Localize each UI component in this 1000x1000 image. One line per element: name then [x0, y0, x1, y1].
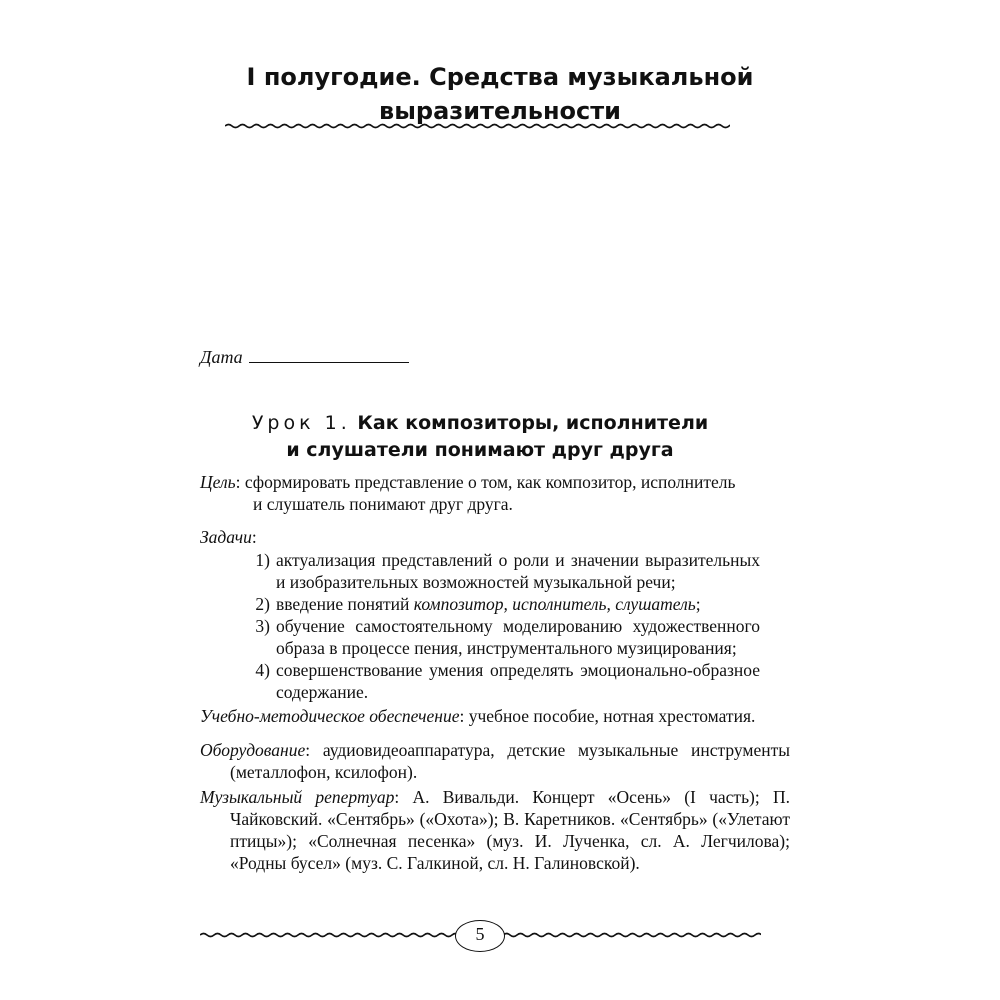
task-number: 3) — [255, 616, 270, 636]
top-wave-divider — [225, 118, 730, 134]
task-item — [200, 659, 760, 703]
repertoire-label: Музыкальный репертуар — [200, 787, 395, 807]
support-section — [200, 705, 760, 727]
bottom-wave-divider-left — [200, 927, 458, 943]
task-item — [200, 593, 760, 615]
tasks-heading: Задачи: — [200, 527, 257, 547]
task-item — [200, 549, 760, 593]
tasks-list — [200, 549, 760, 703]
task-terms: композитор, исполнитель, слушатель — [413, 594, 696, 614]
task-text: актуализация представлений о роли и значении выразительных и изобразительных возможностей музыкальной речи; — [276, 550, 760, 592]
date-label: Дата — [200, 347, 243, 367]
page-number-badge — [455, 920, 505, 952]
task-number: 4) — [255, 660, 270, 680]
task-text: обучение самостоятельному моделированию художественного образа в процессе пения, инструментального музицирования; — [276, 616, 760, 658]
task-item — [200, 615, 760, 659]
date-field — [200, 347, 409, 368]
tasks-label: Задачи — [200, 527, 252, 547]
equipment-label: Оборудование — [200, 740, 306, 760]
task-number: 1) — [255, 550, 270, 570]
lesson-title — [200, 410, 760, 464]
page-number: 5 — [475, 924, 485, 944]
chapter-title-line2: выразительности — [379, 97, 621, 125]
lesson-title-line2: и слушатели понимают друг друга — [286, 439, 674, 461]
date-blank-line[interactable] — [249, 348, 409, 363]
support-label: Учебно-методическое обеспечение — [200, 706, 460, 726]
equipment-section — [200, 739, 790, 783]
repertoire-section — [200, 786, 790, 874]
equipment-text: : аудиовидеоаппаратура, детские музыкальные инструменты (металлофон, ксилофон). — [230, 740, 790, 782]
task-number: 2) — [255, 594, 270, 614]
goal-section — [200, 471, 760, 515]
goal-label: Цель — [200, 472, 236, 492]
lesson-label: Урок 1. — [251, 412, 351, 434]
goal-line1: : сформировать представление о том, как композитор, исполнитель — [235, 472, 736, 492]
support-text: : учебное пособие, нотная хрестоматия. — [459, 706, 756, 726]
bottom-wave-divider-right — [503, 927, 761, 943]
repertoire-text: : А. Вивальди. Концерт «Осень» (I часть); П. Чайковский. «Сентябрь» («Охота»); В. Каретников. «Сентябрь» («Улетают птицы»); «Солнечная песенка» (муз. И. Лученка, сл. А. Легчилова); «Родны бусел» (муз. С. Галкиной, сл. Н. Галиновской). — [230, 787, 790, 873]
lesson-title-line1: Как композиторы, исполнители — [357, 412, 709, 434]
task-text: введение понятий композитор, исполнитель, слушатель; — [276, 594, 701, 614]
task-text: совершенствование умения определять эмоционально-образное содержание. — [276, 660, 760, 702]
goal-line2: и слушатель понимают друг друга. — [253, 494, 513, 514]
chapter-title-line1: I полугодие. Средства музыкальной — [246, 63, 754, 91]
